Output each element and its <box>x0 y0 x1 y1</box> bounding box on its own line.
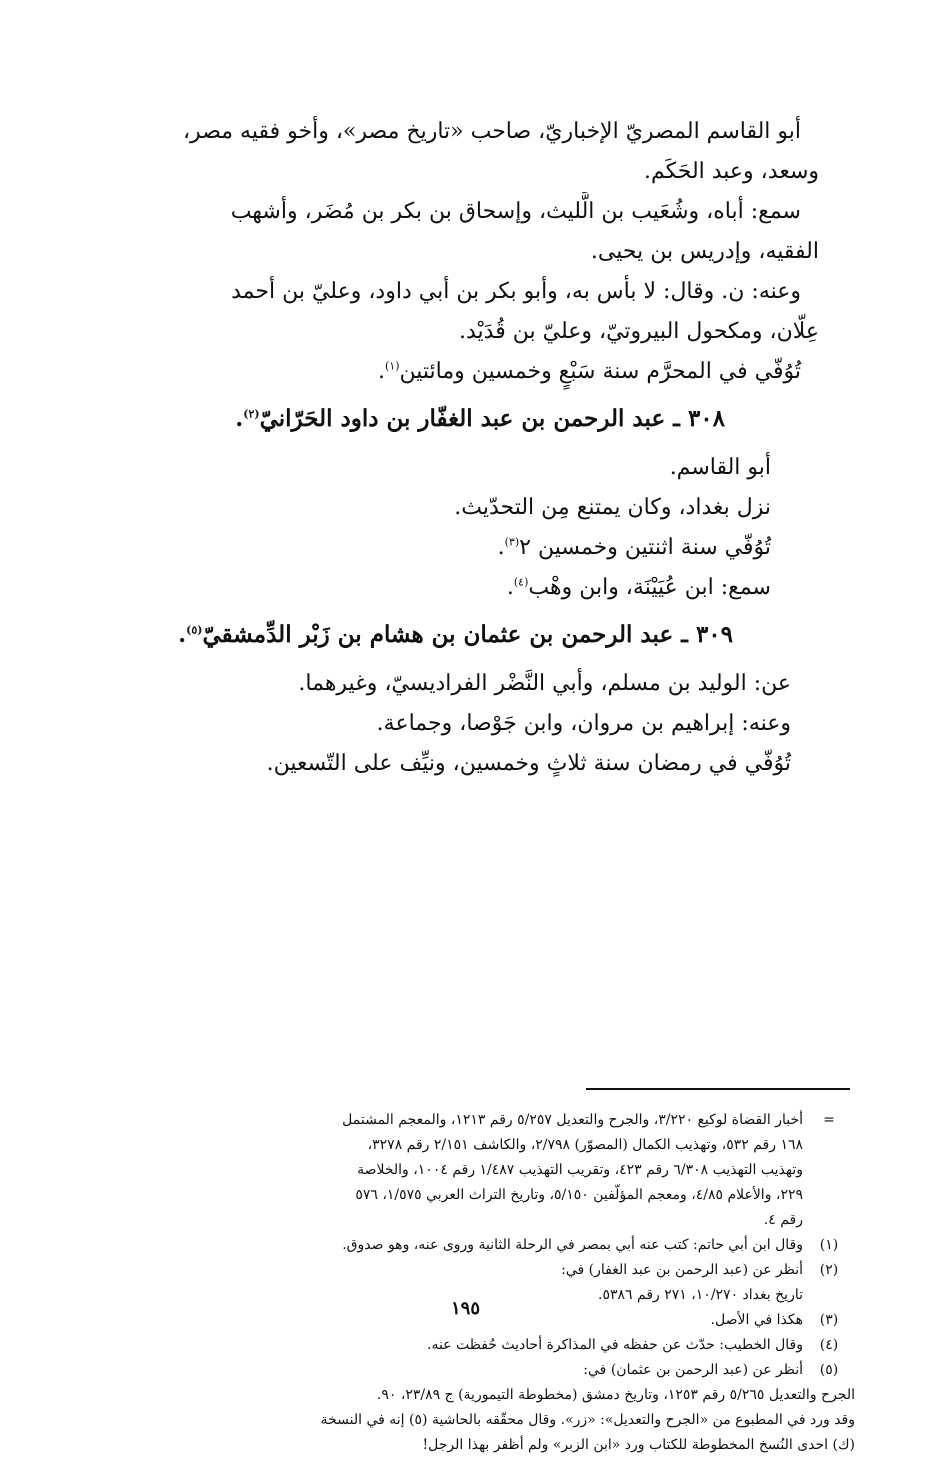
footnote-text: تاريخ بغداد ١٠/٢٧٠، ٢٧١ رقم ٥٣٨٦. <box>598 1287 803 1303</box>
footnote-2 <box>118 1258 855 1283</box>
footnote-line <box>118 1208 855 1233</box>
text-line: عن: الوليد بن مسلم، وأبي النَّضْر الفراديسيّ، وغيرهما. <box>298 671 791 696</box>
text-line: وعنه: ن. وقال: لا بأس به، وأبو بكر بن أبي داود، وعليّ بن أحمد <box>231 279 801 304</box>
footnote-ref: (٥) <box>186 623 203 637</box>
footnote-text: رقم ٤. <box>763 1212 803 1228</box>
footnote-4 <box>118 1333 855 1358</box>
footnote-text: ٢٢٩، والأعلام ٤/٨٥، ومعجم المؤلّفين ٥/١٥٠، وتاريخ التراث العربي ١/٥٧٥، ٥٧٦ <box>355 1187 803 1203</box>
footnote-separator <box>586 1088 850 1090</box>
footnote-marker: (٢) <box>819 1262 839 1278</box>
text-line: أبو القاسم. <box>669 455 771 480</box>
text-line: تُوُفّي سنة اثنتين وخمسين ٢$^{(٣)}$. <box>497 535 771 560</box>
footnote-text: وقد ورد في المطبوع من «الجرح والتعديل»: «زر». وقال محقّقه بالحاشية (٥) إنه في النسخة <box>320 1412 855 1428</box>
entry-308-title: ٣٠٨ ـ عبد الرحمن بن عبد الغفّار بن داود الحَرّانيّ <box>259 405 725 432</box>
death-date-line: تُوُفّي سنة اثنتين وخمسين ٢ <box>519 535 771 560</box>
footnote-marker: = <box>823 1112 835 1128</box>
footnote-marker: (٣) <box>819 1312 839 1328</box>
text-line: تُوُفّي في المحرَّم سنة سَبْعٍ وخمسين ومائتين$^{(١)}$. <box>377 359 801 384</box>
text-line: سمع: ابن عُيَيْنَة، وابن وهْب$^{(٤)}$. <box>506 575 771 600</box>
footnote-marker: (٤) <box>819 1337 839 1353</box>
text-line: نزل بغداد، وكان يمتنع مِن التحدّيث. <box>454 495 771 520</box>
footnote-line <box>118 1158 855 1183</box>
text-line: عِلّان، ومكحول البيروتيّ، وعليّ بن قُدَيْد. <box>459 319 819 344</box>
footnote-line <box>118 1383 855 1408</box>
footnote-text: (ك) احدى النُسخ المخطوطة للكتاب ورد «ابن الزبر» ولم أظفر بهذا الرجل! <box>422 1437 855 1453</box>
footnote-marker: (١) <box>819 1237 839 1253</box>
footnotes <box>118 1108 855 1458</box>
footnote-text: أنظر عن (عبد الرحمن بن عبد الغفار) في: <box>561 1262 803 1278</box>
text-line: وسعد، وعبد الحَكَم. <box>643 159 819 184</box>
footnote-5 <box>118 1358 855 1383</box>
footnote-text: وتهذيب التهذيب ٦/٣٠٨ رقم ٤٢٣، وتقريب التهذيب ١/٤٨٧ رقم ١٠٠٤، والخلاصة <box>357 1162 803 1178</box>
text-line: أبو القاسم المصريّ الإخباريّ، صاحب «تاريخ مصر»، وأخو فقيه مصر، <box>182 119 801 144</box>
main-text <box>132 112 819 784</box>
text-line: وعنه: إبراهيم بن مروان، وابن جَوْصا، وجماعة. <box>376 711 791 736</box>
footnote-text: أنظر عن (عبد الرحمن بن عثمان) في: <box>583 1362 803 1378</box>
footnote-line <box>118 1133 855 1158</box>
entry-308-heading: ٣٠٨ ـ عبد الرحمن بن عبد الغفّار بن داود الحَرّانيّ$^{(٢)}$. <box>235 405 725 432</box>
footnote-marker: (٥) <box>819 1362 839 1378</box>
footnote-text: أخبار القضاة لوكيع ٣/٢٢٠، والجرح والتعديل ٥/٢٥٧ رقم ١٢١٣، والمعجم المشتمل <box>342 1112 803 1128</box>
heard-from-line: سمع: ابن عُيَيْنَة، وابن وهْب <box>528 575 771 600</box>
footnote-ref: (٤) <box>513 575 529 589</box>
footnote-ref: (١) <box>384 359 400 373</box>
footnote-text: الجرح والتعديل ٥/٢٦٥ رقم ١٢٥٣، وتاريخ دمشق (مخطوطة التيمورية) ج ٢٣/٨٩، ٩٠. <box>376 1387 855 1403</box>
entry-309-title: ٣٠٩ ـ عبد الرحمن بن عثمان بن هشام بن زَبْر الدِّمشقيّ <box>202 621 733 648</box>
page-number: ١٩٥ <box>450 1298 480 1319</box>
footnote-continued <box>118 1108 855 1133</box>
footnote-text: ١٦٨ رقم ٥٣٢، وتهذيب الكمال (المصوّر) ٢/٧٩٨، والكاشف ٢/١٥١ رقم ٣٢٧٨، <box>367 1137 803 1153</box>
footnote-ref: (٣) <box>504 535 520 549</box>
footnote-line <box>118 1183 855 1208</box>
footnote-line <box>118 1408 855 1433</box>
footnote-text: هكذا في الأصل. <box>710 1312 803 1328</box>
footnote-line <box>118 1433 855 1458</box>
footnote-text: وقال الخطيب: حدّث عن حفظه في المذاكرة أحاديث حُفظت عنه. <box>427 1337 803 1353</box>
text-line: الفقيه، وإدريس بن يحيى. <box>590 239 819 264</box>
death-date-line: تُوُفّي في المحرَّم سنة سَبْعٍ وخمسين ومائتين <box>399 359 801 384</box>
footnote-text: وقال ابن أبي حاتم: كتب عنه أبي بمصر في الرحلة الثانية وروى عنه، وهو صدوق. <box>342 1237 803 1253</box>
text-line: تُوُفّي في رمضان سنة ثلاثٍ وخمسين، ونيِّف على التّسعين. <box>266 751 791 776</box>
footnote-ref: (٢) <box>243 407 260 421</box>
entry-309-heading: ٣٠٩ ـ عبد الرحمن بن عثمان بن هشام بن زَبْر الدِّمشقيّ$^{(٥)}$. <box>178 621 733 648</box>
text-line: سمع: أباه، وشُعَيب بن الَّليث، وإسحاق بن بكر بن مُضَر، وأشهب <box>230 199 801 224</box>
footnote-1 <box>118 1233 855 1258</box>
